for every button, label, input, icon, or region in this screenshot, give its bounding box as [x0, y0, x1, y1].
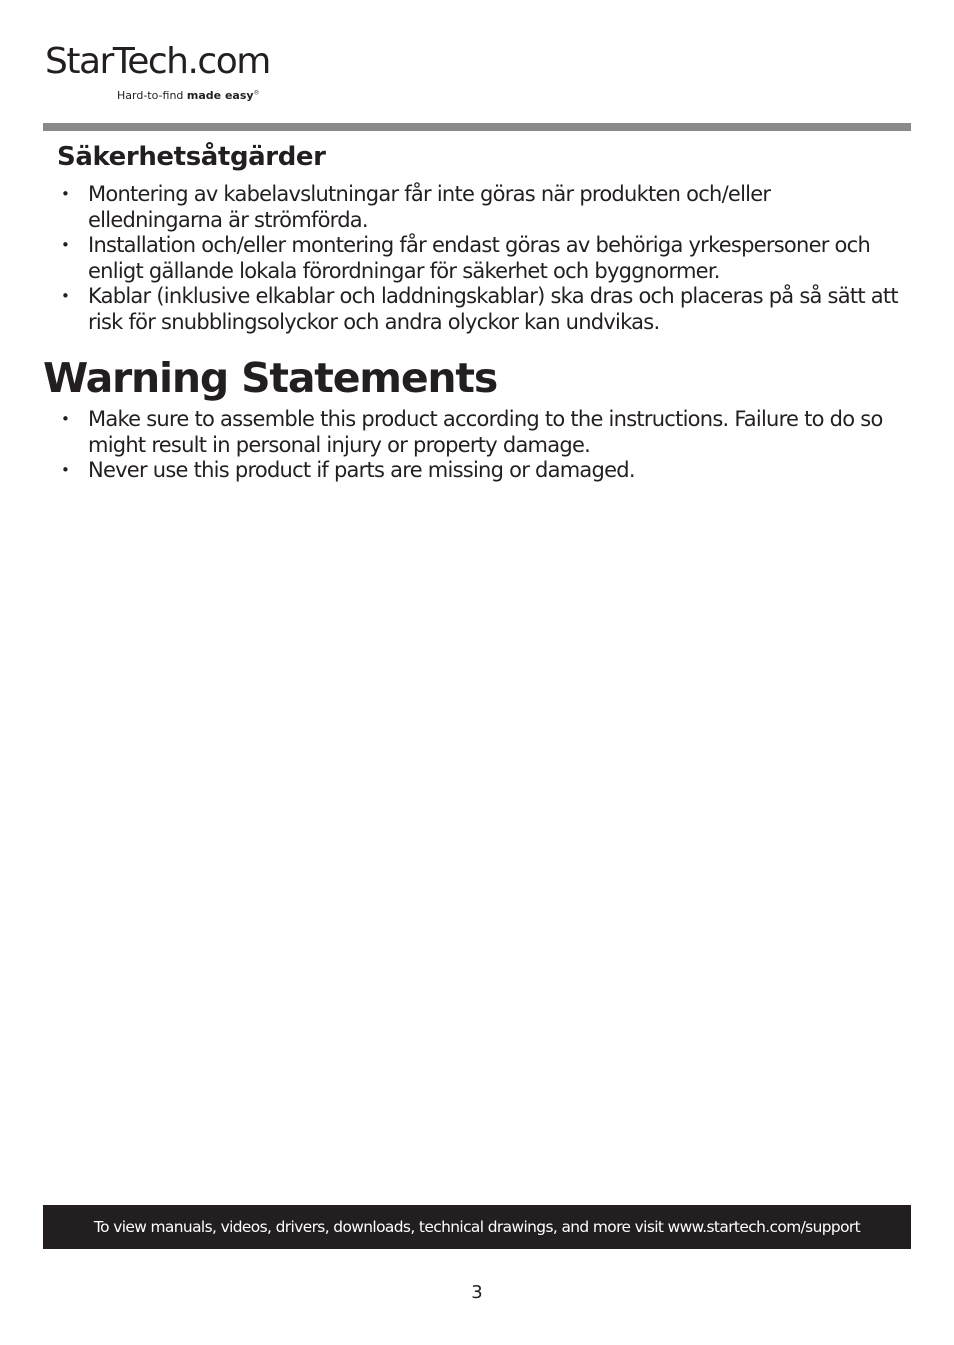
bullet-icon: •: [61, 410, 70, 428]
list-item-text: Installation och/eller montering får endast göras av behöriga yrkespersoner och enligt gällande lokala förordningar för säkerhet och byggnormer.: [88, 233, 871, 283]
logo-wordmark: StarTech.com: [45, 41, 270, 82]
startech-logo: [45, 40, 275, 110]
warning-heading: Warning Statements: [43, 354, 498, 402]
list-item: [57, 233, 907, 284]
warning-list: [57, 407, 907, 484]
list-item-text: Make sure to assemble this product according to the instructions. Failure to do so might result in personal injury or property damage.: [88, 407, 883, 457]
list-item: [57, 182, 907, 233]
safety-list-sv: [57, 182, 907, 335]
logo-tagline-bold: made easy: [186, 89, 254, 102]
logo-tagline-regular: Hard-to-find: [117, 89, 187, 102]
bullet-icon: •: [61, 236, 70, 254]
list-item: [57, 407, 907, 458]
list-item-text: Montering av kabelavslutningar får inte göras när produkten och/eller elledningarna är strömförda.: [88, 182, 771, 232]
list-item: [57, 458, 907, 484]
bullet-icon: •: [61, 185, 70, 203]
header-divider: [43, 123, 911, 131]
page-number: 3: [471, 1282, 483, 1303]
list-item: [57, 284, 907, 335]
bullet-icon: •: [61, 461, 70, 479]
safety-heading-sv: Säkerhetsåtgärder: [57, 142, 326, 172]
logo-registered-mark: ®: [253, 89, 260, 97]
list-item-text: Never use this product if parts are missing or damaged.: [88, 458, 635, 482]
logo-tagline: [117, 89, 260, 102]
support-footer-bar: To view manuals, videos, drivers, downloads, technical drawings, and more visit www.startech.com/support: [43, 1205, 911, 1249]
list-item-text: Kablar (inklusive elkablar och laddningskablar) ska dras och placeras på så sätt att risk för snubblingsolyckor och andra olyckor kan undvikas.: [88, 284, 898, 334]
bullet-icon: •: [61, 287, 70, 305]
